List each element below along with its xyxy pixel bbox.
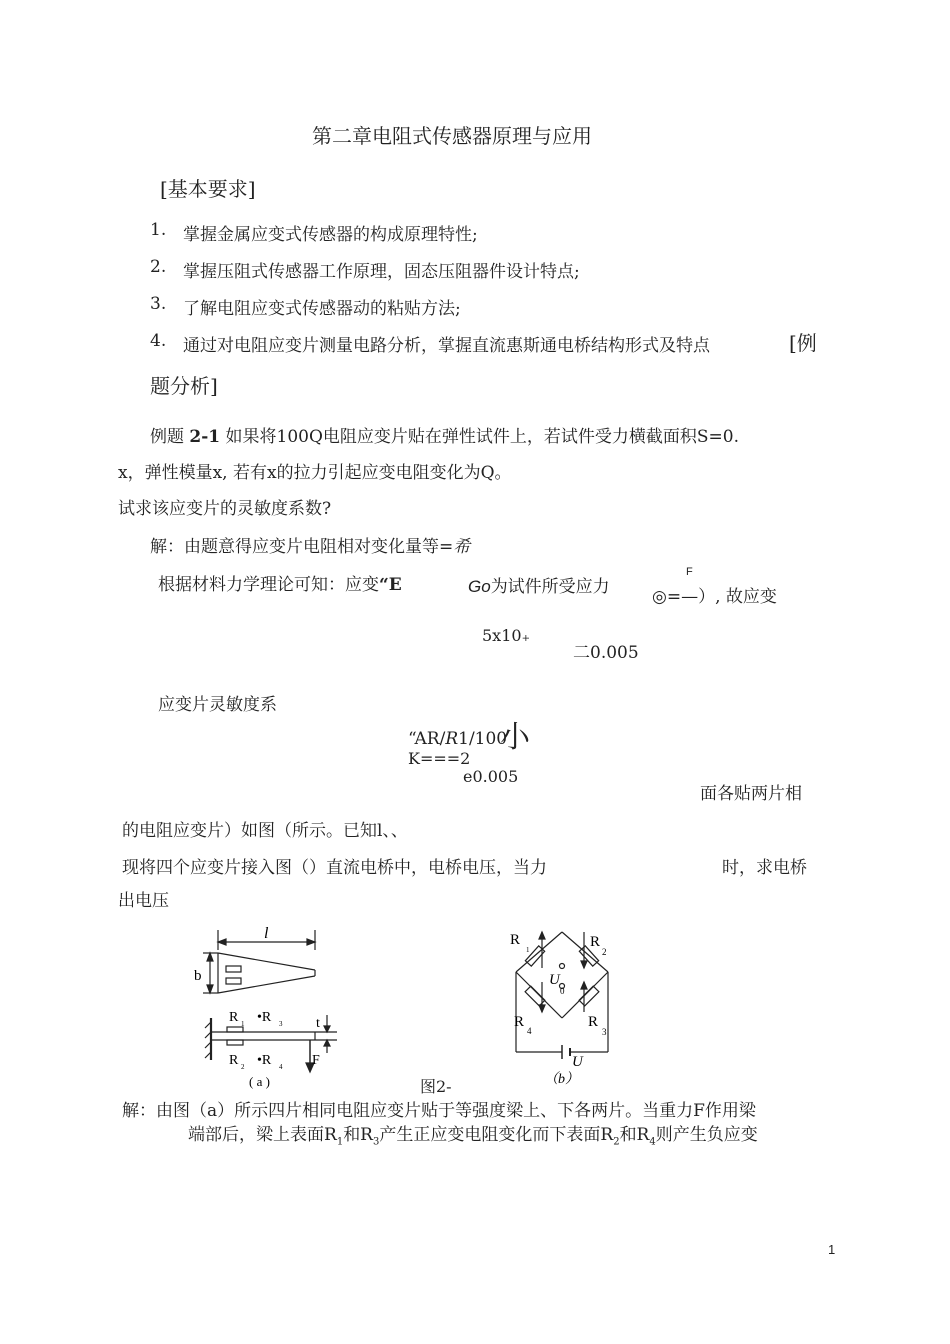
solution2-line2 [188,1120,758,1147]
list-item [150,294,461,319]
solution1-line1 [150,532,470,557]
fraction-numerator: F [686,566,693,578]
example-lead: 例题 [150,427,184,447]
item-text: 掌握压阻式传感器工作原理，固态压阻器件设计特点; [183,262,580,282]
arrowhead-r4 [539,1005,545,1012]
figure-a-beam [185,920,360,1095]
subscript: 2 [613,1136,620,1148]
gauge-r2 [227,1040,243,1045]
arrow-up-head [207,953,213,961]
stress-symbol: Go [468,577,491,596]
strain-result: 二0.005 [573,643,639,663]
denominator-text: 5x10₊ [482,626,531,645]
line2-right-text: 时，求电桥 [722,858,807,878]
item-number: 1. [150,220,167,240]
cut-right-text: 面各贴两片相 [700,784,802,804]
label-r1: R [510,932,521,948]
line2-left-text: 现将四个应变片接入图（）直流电桥中，电桥电压，当力 [122,858,547,878]
output-terminal-top [560,964,565,969]
formula-e: e0.005 [463,767,519,786]
arrow-right-head [307,939,315,945]
arrowhead-r1 [539,932,545,939]
clipped-right-text [700,779,820,804]
list-item [150,331,710,356]
label-r4: R [514,1014,525,1030]
solution-text: 根据材料力学理论可知：应变 [158,575,379,595]
item-text: 了解电阻应变式传感器动的粘贴方法; [183,299,461,319]
item-text: 通过对电阻应变片测量电路分析，掌握直流惠斯通电桥结构形式及特点 [183,336,710,356]
label-r1-sub: 1 [241,1020,245,1028]
formula-text: 1/100 [458,729,508,749]
thickness-arrowhead-down [324,1026,330,1032]
solution-text: 则产生负应变 [655,1125,758,1145]
solution-text: 解：由题意得应变片电阻相对变化量等= [150,537,454,557]
subscript: 1 [336,1136,344,1148]
label-b: b [194,968,202,984]
example-heading-part2: 题分析] [150,374,218,398]
gauge-label-text: 应变片灵敏度系 [158,695,277,715]
label-r3-sub: 3 [602,1027,607,1037]
figure-caption-text: 图2- [420,1077,452,1096]
requirements-heading: [基本要求] [160,177,256,201]
caption-a: ( a ) [249,1074,270,1089]
formula-text: “AR/ [408,729,446,749]
clipped-line2-right [722,853,822,878]
arrowhead-r2 [581,961,587,968]
formula-large-char: 小 [500,721,530,754]
arrow-left-head [218,939,226,945]
label-r4-sub: 4 [279,1063,283,1071]
label-f: F [312,1053,320,1068]
label-r1-sub: 1 [526,946,530,954]
label-u: U [572,1054,583,1070]
solution2-line1: 解：由图（a）所示四片相同电阻应变片贴于等强度梁上、下各两片。当重力F作用梁 [122,1101,756,1121]
example-heading-part1: [例 [789,331,817,355]
clipped-denominator [482,626,552,645]
label-r4-sub: 4 [527,1026,532,1036]
page-number: 1 [828,1242,836,1257]
solution1-line2 [158,570,402,595]
page-title: 第二章电阻式传感器原理与应用 [312,124,592,148]
clipped-figure-caption [420,1074,460,1096]
label-t: t [316,1016,320,1031]
clipped-gauge-label [158,690,308,715]
example2-line1: 的电阻应变片）如图（所示。已知l、、 [122,821,408,841]
stress-formula-text: ◎=—）, 故应变 [652,587,777,607]
stress-text: 为试件所受应力 [490,577,610,597]
label-r2-sub: 2 [241,1063,245,1071]
label-u0: U [549,972,560,988]
clipped-stress-text [468,572,638,597]
example-text: 如果将100Q电阻应变片贴在弹性试件上，若试件受力横截面积S=0. [225,427,740,447]
solution-text: 端部后，梁上表面R [188,1125,337,1145]
solution-text: 和R [619,1125,650,1145]
strain-symbol: “E [379,575,402,595]
example1-line1 [150,422,739,447]
label-r2-sub: 2 [602,947,607,957]
example2-line3: 出电压 [118,891,169,911]
clipped-line2-left [122,853,602,878]
arrow-down-head [207,985,213,993]
label-r3: R [588,1014,599,1030]
formula-k: K===2 [408,749,471,768]
label-r2: R [590,934,601,950]
caption-b: （b） [544,1072,579,1087]
solution-text: 产生正应变电阻变化而下表面R [379,1125,614,1145]
label-r3: •R [257,1010,272,1025]
arrowhead-r3 [581,982,587,989]
label-r1: R [229,1010,239,1025]
strain-gauge-top [226,966,241,972]
example1-line3: 试求该应变片的灵敏度系数? [118,499,332,519]
formula-symbol: R [445,729,459,749]
sensitivity-formula [408,729,507,749]
list-item [150,220,478,245]
list-item [150,257,580,282]
example1-line2: x，弹性模量x, 若有x的拉力引起应变电阻变化为Q。 [118,463,512,483]
label-r3-sub: 3 [279,1020,283,1028]
item-number: 3. [150,294,167,314]
subscript: 3 [373,1136,380,1148]
label-r4: •R [257,1053,272,1068]
strain-gauge-bottom [226,978,241,984]
item-number: 2. [150,257,167,277]
item-number: 4. [150,331,167,351]
item-text: 掌握金属应变式传感器的构成原理特性; [183,225,478,245]
solution-symbol: 希 [453,537,471,557]
example-number: 2-1 [189,427,221,447]
beam-top-edge [218,953,315,970]
subscript: 4 [649,1136,656,1148]
solution-text: 和R [343,1125,373,1145]
label-u0-sub: 0 [560,986,565,996]
label-r2: R [229,1053,239,1068]
figure-b-bridge [500,922,630,1087]
label-l: l [264,925,269,942]
thickness-arrowhead-up [324,1040,330,1046]
